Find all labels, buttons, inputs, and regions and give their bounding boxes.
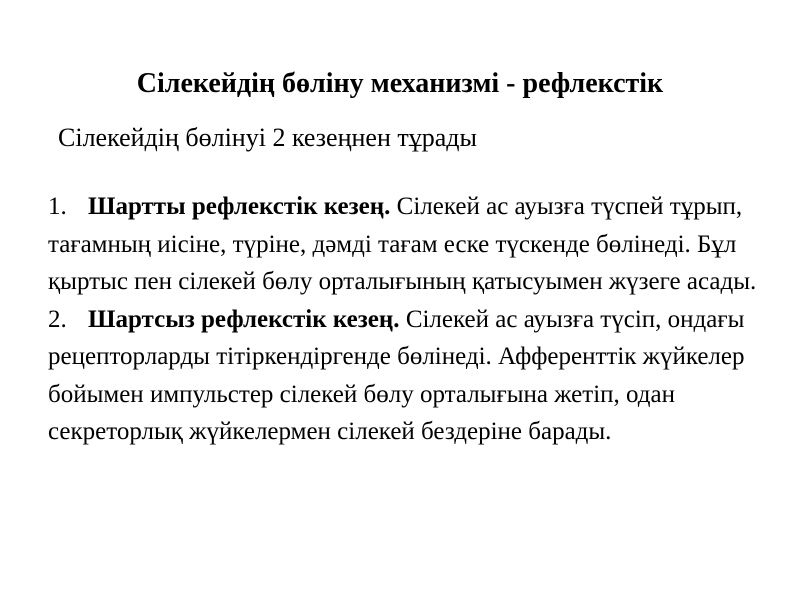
- stage-text: Сілекей ас ауызға түсіп, ондағы рецепторларды тітіркендіргенде бөлінеді. Афференттік жүйкелер бойымен импульстер сілекей бөлу орталығына жетіп, одан секреторлық жүйкелермен сілекей бездеріне барады.: [48, 305, 745, 445]
- stage-item-unconditioned: [48, 301, 760, 451]
- stage-lead: Шартсыз рефлекстік кезең.: [88, 305, 400, 333]
- stage-item-conditioned: [48, 188, 760, 301]
- stage-number: 2.: [48, 305, 67, 333]
- stage-lead: Шартты рефлекстік кезең.: [88, 193, 391, 220]
- slide-title: Сілекейдің бөліну механизмі - рефлекстік: [136, 68, 664, 99]
- stage-number: 1.: [48, 193, 67, 220]
- slide-subtitle: Сілекейдің бөлінуі 2 кезеңнен тұрады: [58, 123, 477, 152]
- stage-text: Сілекей ас ауызға түспей тұрып, тағамның иісіне, түріне, дәмді тағам еске түскенде бөлінеді. Бұл қыртыс пен сілекей бөлу орталығының қатысуымен жүзеге асады.: [48, 193, 757, 295]
- stages-list: [48, 188, 760, 451]
